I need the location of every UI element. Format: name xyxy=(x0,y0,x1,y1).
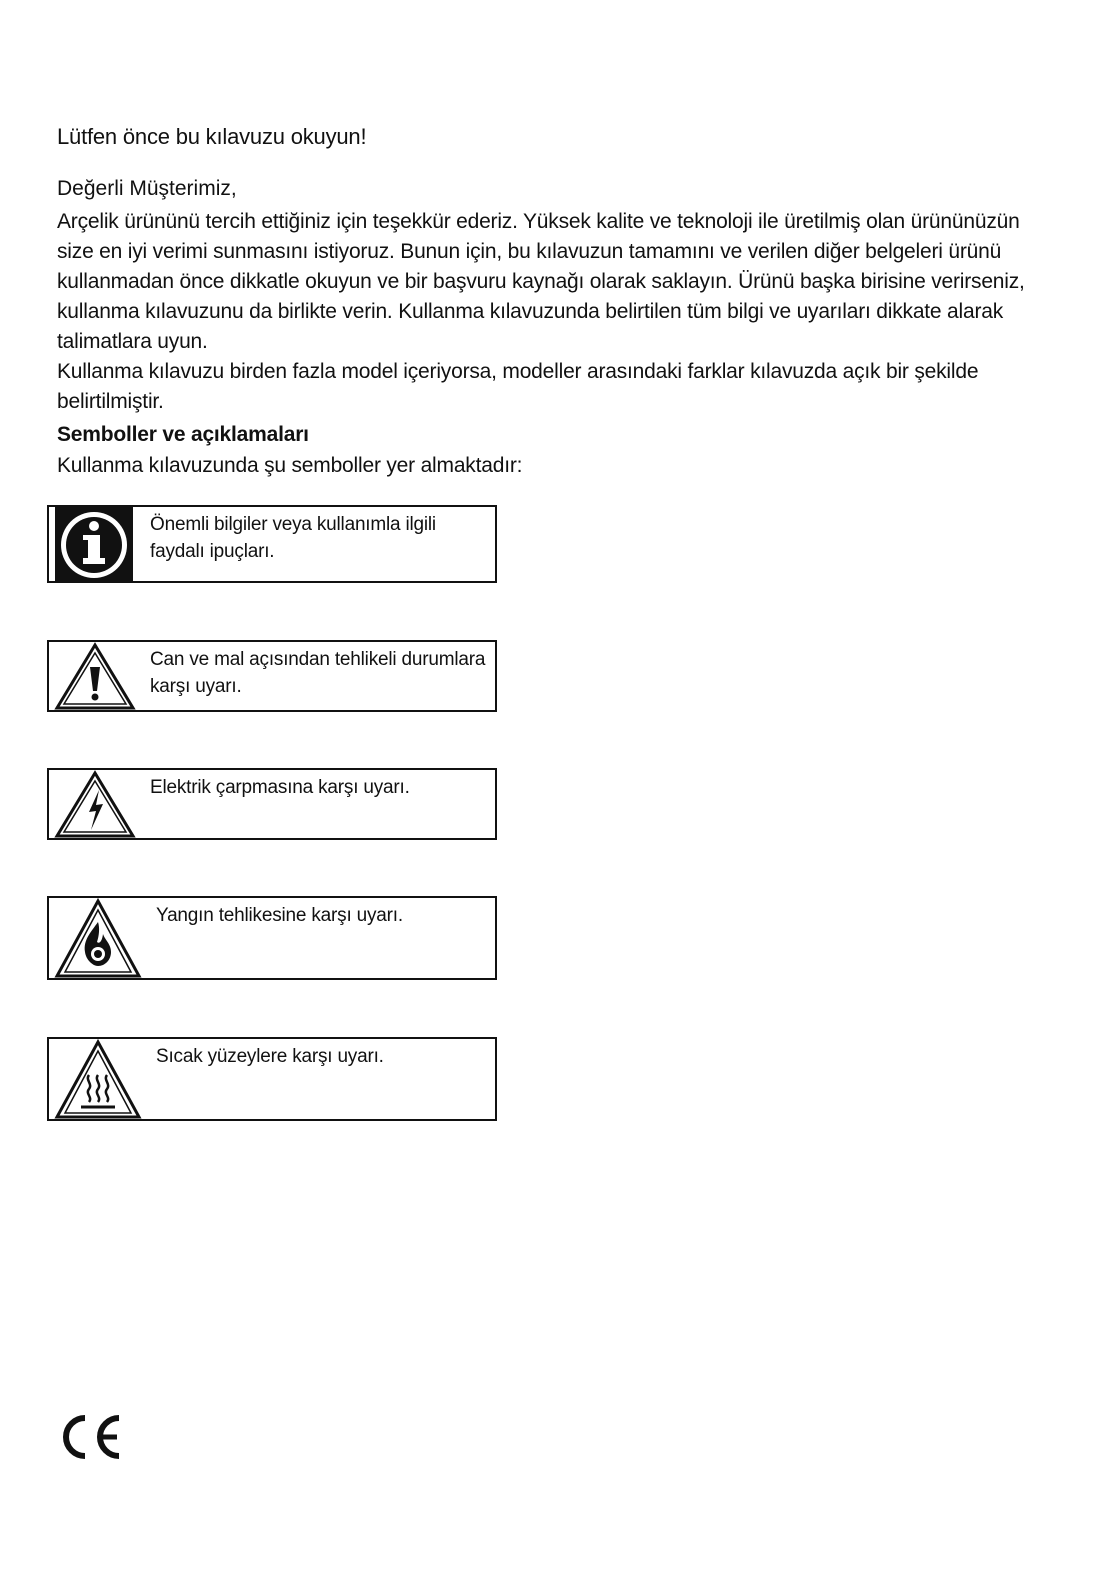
symbols-section-intro: Kullanma kılavuzunda şu semboller yer almaktadır: xyxy=(57,454,523,477)
symbol-text-info: Önemli bilgiler veya kullanımla ilgili faydalı ipuçları. xyxy=(150,514,436,562)
symbol-box-electric xyxy=(47,768,497,840)
symbol-text-warning: Can ve mal açısından tehlikeli durumlara karşı uyarı. xyxy=(150,649,486,697)
fire-hazard-icon xyxy=(53,898,143,978)
symbol-box-fire xyxy=(47,896,497,980)
symbol-text-fire: Yangın tehlikesine karşı uyarı. xyxy=(156,905,403,926)
symbol-text-electric: Elektrik çarpmasına karşı uyarı. xyxy=(150,777,410,798)
intro-paragraph: Arçelik ürününü tercih ettiğiniz için teşekkür ederiz. Yüksek kalite ve teknoloji ile üretilmiş olan ürününüzün size en iyi verimi sunmasını istiyoruz. Bunun için, bu kılavuzun tamamını ve verilen diğer belgeleri ürünü kullanmadan önce dikkatle okuyun ve bir başvuru kaynağı olarak saklayın. Ürünü başka birisine verirseniz, kullanma kılavuzunu da birlikte verin. Kullanma kılavuzunda belirtilen tüm bilgi ve uyarıları dikkate alarak talimatlara uyun. xyxy=(57,210,1025,353)
warning-exclamation-icon xyxy=(53,642,137,710)
symbol-text-hot-surface: Sıcak yüzeylere karşı uyarı. xyxy=(156,1046,384,1067)
symbol-box-hot-surface xyxy=(47,1037,497,1121)
page-heading: Lütfen önce bu kılavuzu okuyun! xyxy=(57,124,367,149)
symbol-box-warning xyxy=(47,640,497,712)
ce-mark-icon xyxy=(55,1413,125,1461)
greeting: Değerli Müşterimiz, xyxy=(57,177,237,200)
hot-surface-icon xyxy=(53,1039,143,1119)
models-paragraph: Kullanma kılavuzu birden fazla model içeriyorsa, modeller arasındaki farklar kılavuzda açık bir şekilde belirtilmiştir. xyxy=(57,360,979,413)
symbol-box-info xyxy=(47,505,497,583)
electric-shock-icon xyxy=(53,770,137,838)
symbols-section-title: Semboller ve açıklamaları xyxy=(57,423,309,446)
info-icon xyxy=(55,507,137,581)
